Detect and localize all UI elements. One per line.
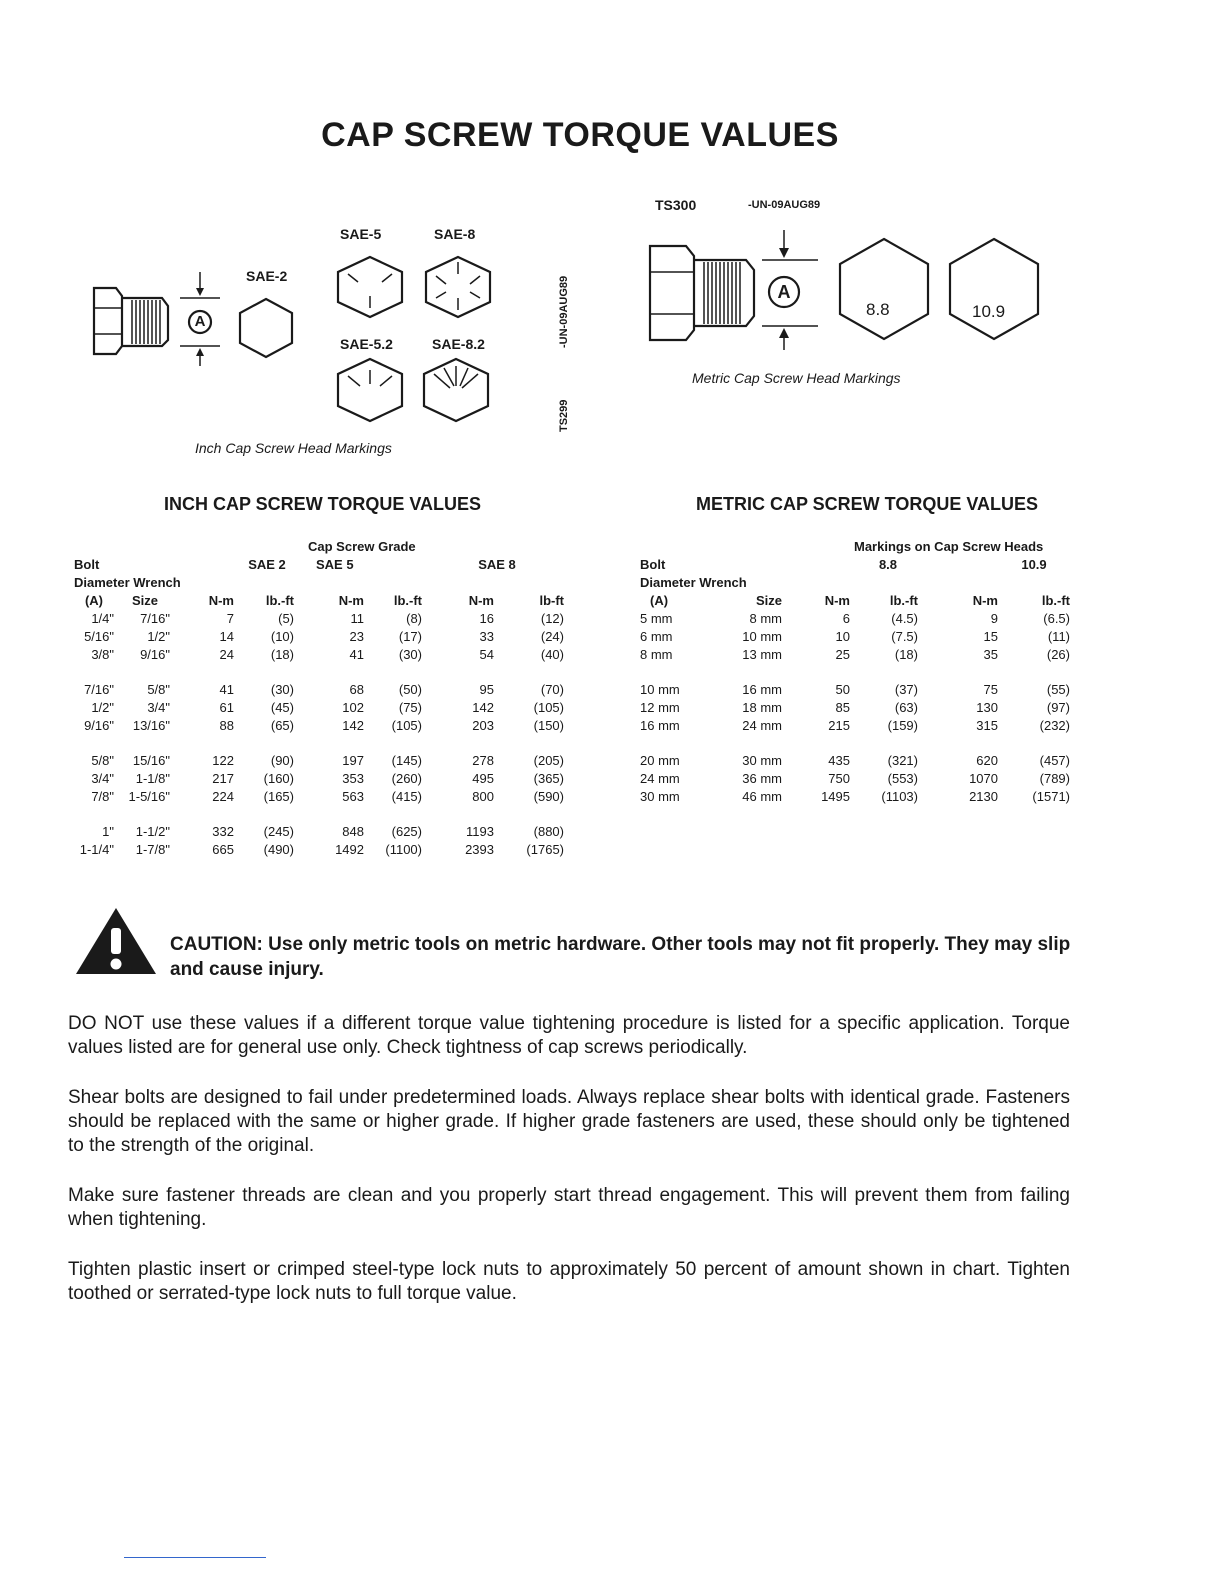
caution-message: CAUTION: Use only metric tools on metric hardware. Other tools may not fit properly. They may slip and cause injury. xyxy=(170,934,1071,980)
metric-table-cell: 215 xyxy=(828,718,850,733)
inch-table-cell: 1" xyxy=(102,824,114,839)
sae-8-label: SAE-8 xyxy=(434,226,476,242)
inch-table-cell: 54 xyxy=(479,647,494,662)
inch-table-body xyxy=(74,610,564,859)
metric-table-cell: 8 mm xyxy=(749,611,782,626)
inch-table-cell: 7/8" xyxy=(91,789,114,804)
inch-table-cell: 14 xyxy=(219,629,234,644)
metric-table-cell: (55) xyxy=(1046,682,1070,697)
metric-table-cell: 1495 xyxy=(821,789,850,804)
metric-dimension-a-label: A xyxy=(777,282,791,302)
grade-8-8-column-header: 8.8 xyxy=(878,557,898,572)
metric-table-row xyxy=(640,752,1070,770)
metric-table-cell: (7.5) xyxy=(891,629,918,644)
inch-table-row xyxy=(74,646,564,664)
metric-table-cell: 36 mm xyxy=(742,771,782,786)
inch-dimension-a-label: A xyxy=(194,313,206,330)
metric-table-cell: 46 mm xyxy=(742,789,782,804)
grade-10-9-column-header: 10.9 xyxy=(1021,557,1047,572)
metric-diameter-a-header: (A) xyxy=(650,593,669,608)
grade-10-9-head-icon xyxy=(946,236,1042,342)
inch-table-row xyxy=(74,610,564,628)
metric-table-cell: 75 xyxy=(983,682,998,697)
metric-table-cell: (159) xyxy=(887,718,918,733)
metric-table-row xyxy=(640,628,1070,646)
inch-table-cell: 1-1/2" xyxy=(135,824,170,839)
metric-table-spacer-cell xyxy=(640,664,1070,681)
inch-table-cell: (70) xyxy=(540,682,564,697)
metric-table-cell: 620 xyxy=(976,753,998,768)
inch-table-cell: (145) xyxy=(391,753,422,768)
inch-table-cell: 495 xyxy=(472,771,494,786)
inch-table-cell: 5/8" xyxy=(147,682,170,697)
diameter-wrench-header: Diameter Wrench xyxy=(74,575,181,590)
inch-table-cell: 2393 xyxy=(465,842,494,857)
inch-diagram-caption: Inch Cap Screw Head Markings xyxy=(195,440,392,456)
markings-header: Markings on Cap Screw Heads xyxy=(854,539,1044,554)
inch-table-row xyxy=(74,628,564,646)
inch-diagram-ref: TS299 xyxy=(558,399,570,432)
paragraph-torque-procedure: DO NOT use these values if a different torque value tightening procedure is listed for a specific application. Torque values listed are for general use only. Check tightness of cap screws periodically. xyxy=(68,1013,1070,1058)
inch-table-cell: 3/4" xyxy=(91,771,114,786)
metric-table-cell: (26) xyxy=(1046,647,1070,662)
inch-table-cell: 11 xyxy=(350,611,364,626)
inch-table-cell: (165) xyxy=(263,789,294,804)
grade-10-9-lbft-header: lb.-ft xyxy=(1041,593,1070,608)
inch-table-row xyxy=(74,788,564,806)
metric-table-title: METRIC CAP SCREW TORQUE VALUES xyxy=(696,494,1039,514)
metric-table-cell: (6.5) xyxy=(1043,611,1070,626)
inch-table-cell: (40) xyxy=(540,647,564,662)
metric-table-row xyxy=(640,788,1070,806)
inch-table-cell: (75) xyxy=(398,700,422,715)
inch-table-cell: (1100) xyxy=(385,842,422,857)
inch-table-cell: (365) xyxy=(533,771,564,786)
inch-table-cell: 1193 xyxy=(466,824,494,839)
metric-table-row xyxy=(640,699,1070,717)
inch-table-cell: (17) xyxy=(398,629,422,644)
diameter-a-header: (A) xyxy=(84,593,104,608)
inch-table-cell: 1492 xyxy=(335,842,364,857)
metric-table-cell: 5 mm xyxy=(640,611,673,626)
sae-8-head-icon xyxy=(422,254,494,320)
inch-table-group-spacer xyxy=(74,664,564,681)
grade-8-8-label: 8.8 xyxy=(866,300,890,319)
sae-2-label: SAE-2 xyxy=(246,268,288,284)
metric-table-cell: 130 xyxy=(976,700,998,715)
metric-table-cell: (553) xyxy=(887,771,918,786)
inch-table-spacer-cell xyxy=(74,735,564,752)
sae-2-column-header: SAE 2 xyxy=(248,557,286,572)
paragraph-thread-engagement: Make sure fastener threads are clean and you properly start thread engagement. This will prevent them from failing when tightening. xyxy=(68,1185,1070,1230)
inch-table-cell: 15/16" xyxy=(132,753,170,768)
inch-table-cell: 122 xyxy=(212,753,234,768)
sae-8-column-header: SAE 8 xyxy=(478,557,516,572)
inch-table-cell: 217 xyxy=(212,771,234,786)
inch-table-cell: 5/16" xyxy=(84,629,114,644)
metric-table-cell: 50 xyxy=(835,682,850,697)
grade-8-8-nm-header: N-m xyxy=(824,593,850,608)
metric-torque-table xyxy=(640,538,1070,806)
metric-table-cell: 16 mm xyxy=(742,682,782,697)
inch-table-cell: 88 xyxy=(219,718,234,733)
inch-table-cell: (30) xyxy=(398,647,422,662)
inch-diagram-code: -UN-09AUG89 xyxy=(558,275,570,348)
inch-table-cell: 224 xyxy=(212,789,234,804)
metric-table-cell: 10 mm xyxy=(640,682,680,697)
metric-table-cell: 1070 xyxy=(969,771,998,786)
inch-table-cell: (415) xyxy=(391,789,422,804)
metric-table-cell: 16 mm xyxy=(640,718,680,733)
inch-table-row xyxy=(74,770,564,788)
inch-table-cell: 1/2" xyxy=(147,629,170,644)
metric-table-cell: (11) xyxy=(1047,629,1070,644)
metric-table-row xyxy=(640,770,1070,788)
metric-table-body xyxy=(640,610,1070,806)
inch-table-cell: (90) xyxy=(270,753,294,768)
metric-table-cell: 15 xyxy=(983,629,998,644)
inch-table-cell: (105) xyxy=(533,700,564,715)
metric-table-cell: (789) xyxy=(1039,771,1070,786)
metric-table-cell: 20 mm xyxy=(640,753,680,768)
inch-table-cell: 102 xyxy=(342,700,364,715)
inch-table-spacer-cell xyxy=(74,664,564,681)
inch-table-cell: 41 xyxy=(219,682,234,697)
inch-table-cell: 203 xyxy=(472,718,494,733)
inch-table-cell: 563 xyxy=(342,789,364,804)
metric-table-cell: 2130 xyxy=(969,789,998,804)
grade-8-8-head-icon xyxy=(836,236,932,342)
inch-table-cell: (105) xyxy=(391,718,422,733)
inch-table-cell: 33 xyxy=(479,629,494,644)
inch-table-cell: 1-5/16" xyxy=(128,789,170,804)
metric-table-cell: 8 mm xyxy=(640,647,673,662)
inch-table-cell: 278 xyxy=(472,753,494,768)
inch-table-cell: (150) xyxy=(533,718,564,733)
sae-5-lbft-header: lb.-ft xyxy=(393,593,422,608)
metric-table-cell: (4.5) xyxy=(891,611,918,626)
inch-table-row xyxy=(74,752,564,770)
inch-table-cell: 7 xyxy=(226,611,234,626)
inch-table-cell: 5/8" xyxy=(91,753,114,768)
inch-table-cell: 1/2" xyxy=(91,700,114,715)
inch-table-group-spacer xyxy=(74,735,564,752)
sae-8-2-label: SAE-8.2 xyxy=(432,336,485,352)
inch-table-cell: (625) xyxy=(391,824,422,839)
metric-table-cell: 6 xyxy=(842,611,850,626)
inch-table-cell: (5) xyxy=(278,611,294,626)
metric-table-cell: 30 mm xyxy=(742,753,782,768)
metric-table-cell: (63) xyxy=(894,700,918,715)
inch-table-cell: (1765) xyxy=(526,842,564,857)
inch-table-cell: (45) xyxy=(270,700,294,715)
inch-table-cell: (8) xyxy=(406,611,422,626)
metric-table-cell: 30 mm xyxy=(640,789,680,804)
inch-table-cell: 3/4" xyxy=(147,700,170,715)
sae-2-head-icon xyxy=(236,296,296,360)
metric-table-cell: (1571) xyxy=(1032,789,1070,804)
inch-table-cell: (590) xyxy=(533,789,564,804)
metric-table-cell: 12 mm xyxy=(640,700,680,715)
inch-table-row xyxy=(74,717,564,735)
metric-table-row xyxy=(640,610,1070,628)
inch-table-cell: 1-1/4" xyxy=(79,842,114,857)
metric-table-cell: 35 xyxy=(983,647,998,662)
metric-table-group-spacer xyxy=(640,664,1070,681)
inch-table-spacer-cell xyxy=(74,806,564,823)
inch-table-cell: 23 xyxy=(349,629,364,644)
page-title: CAP SCREW TORQUE VALUES xyxy=(321,116,839,154)
inch-table-row xyxy=(74,841,564,859)
sae-8-nm-header: N-m xyxy=(468,593,494,608)
sae-8-2-head-icon xyxy=(420,356,492,424)
inch-table-cell: 13/16" xyxy=(132,718,170,733)
inch-table-cell: (245) xyxy=(263,824,294,839)
inch-table-cell: 3/8" xyxy=(91,647,114,662)
bolt-header: Bolt xyxy=(74,557,100,572)
metric-table-cell: 25 xyxy=(835,647,850,662)
cap-screw-grade-header: Cap Screw Grade xyxy=(308,539,416,554)
metric-table-cell: (232) xyxy=(1039,718,1070,733)
metric-table-cell: (37) xyxy=(894,682,918,697)
inch-torque-table xyxy=(74,538,564,859)
inch-table-title: INCH CAP SCREW TORQUE VALUES xyxy=(164,494,482,514)
footer-rule xyxy=(124,1557,266,1558)
metric-table-cell: 315 xyxy=(976,718,998,733)
metric-table-cell: 13 mm xyxy=(742,647,782,662)
inch-table-cell: (10) xyxy=(270,629,294,644)
inch-table-cell: (12) xyxy=(540,611,564,626)
inch-table-cell: 24 xyxy=(219,647,234,662)
inch-table-cell: 16 xyxy=(479,611,494,626)
sae-2-lbft-header: lb.-ft xyxy=(265,593,294,608)
metric-diagram-caption: Metric Cap Screw Head Markings xyxy=(692,370,901,386)
sae-2-nm-header: N-m xyxy=(208,593,234,608)
sae-5-2-label: SAE-5.2 xyxy=(340,336,393,352)
sae-5-label: SAE-5 xyxy=(340,226,382,242)
inch-table-cell: 353 xyxy=(342,771,364,786)
inch-table-cell: 95 xyxy=(479,682,494,697)
warning-triangle-icon xyxy=(74,906,158,976)
metric-table-cell: 10 xyxy=(835,629,850,644)
metric-table-cell: 6 mm xyxy=(640,629,673,644)
inch-table-cell: (160) xyxy=(263,771,294,786)
inch-table-cell: (65) xyxy=(270,718,294,733)
metric-size-header: Size xyxy=(755,593,782,608)
inch-table-cell: (18) xyxy=(270,647,294,662)
inch-table-cell: (205) xyxy=(533,753,564,768)
inch-table-cell: 61 xyxy=(219,700,234,715)
size-header: Size xyxy=(131,593,158,608)
metric-table-cell: 435 xyxy=(828,753,850,768)
inch-table-cell: 68 xyxy=(349,682,364,697)
inch-table-cell: 665 xyxy=(212,842,234,857)
inch-bolt-illustration xyxy=(88,268,228,368)
metric-bolt-illustration xyxy=(646,226,826,356)
inch-table-row xyxy=(74,823,564,841)
metric-diameter-wrench-header: Diameter Wrench xyxy=(640,575,747,590)
inch-table-cell: 1/4" xyxy=(91,611,114,626)
inch-table-cell: (490) xyxy=(263,842,294,857)
metric-table-cell: (18) xyxy=(894,647,918,662)
metric-table-cell: (97) xyxy=(1046,700,1070,715)
metric-table-spacer-cell xyxy=(640,735,1070,752)
metric-table-cell: (321) xyxy=(887,753,918,768)
metric-un-code: -UN-09AUG89 xyxy=(748,199,821,211)
inch-table-group-spacer xyxy=(74,806,564,823)
sae-5-column-header: SAE 5 xyxy=(316,557,354,572)
inch-table-cell: (50) xyxy=(398,682,422,697)
inch-table-cell: 9/16" xyxy=(140,647,170,662)
metric-table-row xyxy=(640,717,1070,735)
metric-table-cell: 750 xyxy=(828,771,850,786)
inch-table-cell: (24) xyxy=(540,629,564,644)
metric-table-cell: (1103) xyxy=(881,789,918,804)
metric-table-cell: 85 xyxy=(835,700,850,715)
inch-table-cell: 142 xyxy=(342,718,364,733)
metric-table-row xyxy=(640,681,1070,699)
inch-table-cell: (30) xyxy=(270,682,294,697)
metric-table-cell: 9 xyxy=(990,611,998,626)
inch-table-cell: 1-1/8" xyxy=(135,771,170,786)
metric-table-cell: 24 mm xyxy=(742,718,782,733)
inch-table-cell: 197 xyxy=(342,753,364,768)
inch-table-row xyxy=(74,699,564,717)
inch-table-cell: 848 xyxy=(342,824,364,839)
grade-10-9-label: 10.9 xyxy=(972,302,1006,321)
sae-8-lbft-header: lb-ft xyxy=(539,593,564,608)
sae-5-head-icon xyxy=(334,254,406,320)
metric-table-cell: 18 mm xyxy=(742,700,782,715)
sae-5-nm-header: N-m xyxy=(338,593,364,608)
paragraph-shear-bolts: Shear bolts are designed to fail under predetermined loads. Always replace shear bolts with identical grade. Fasteners should be replaced with the same or higher grade. If higher grade fasteners are used, these should only be tightened to the strength of the original. xyxy=(68,1087,1070,1156)
inch-table-cell: 9/16" xyxy=(84,718,114,733)
inch-table-cell: 7/16" xyxy=(84,682,114,697)
inch-table-cell: 7/16" xyxy=(140,611,170,626)
metric-table-row xyxy=(640,646,1070,664)
inch-table-cell: (880) xyxy=(533,824,564,839)
inch-table-cell: 1-7/8" xyxy=(135,842,170,857)
metric-table-cell: (457) xyxy=(1039,753,1070,768)
inch-table-cell: 142 xyxy=(472,700,494,715)
inch-table-cell: 41 xyxy=(349,647,364,662)
metric-table-cell: 24 mm xyxy=(640,771,680,786)
sae-5-2-head-icon xyxy=(334,356,406,424)
metric-table-cell: 10 mm xyxy=(742,629,782,644)
metric-table-group-spacer xyxy=(640,735,1070,752)
inch-table-row xyxy=(74,681,564,699)
grade-8-8-lbft-header: lb.-ft xyxy=(889,593,918,608)
inch-table-cell: 332 xyxy=(212,824,234,839)
inch-table-cell: (260) xyxy=(391,771,422,786)
inch-table-cell: 800 xyxy=(472,789,494,804)
paragraph-lock-nuts: Tighten plastic insert or crimped steel-type lock nuts to approximately 50 percent of amount shown in chart. Tighten toothed or serrated-type lock nuts to full torque value. xyxy=(68,1259,1070,1304)
metric-bolt-header: Bolt xyxy=(640,557,666,572)
grade-10-9-nm-header: N-m xyxy=(972,593,998,608)
metric-ref-code: TS300 xyxy=(655,197,697,213)
